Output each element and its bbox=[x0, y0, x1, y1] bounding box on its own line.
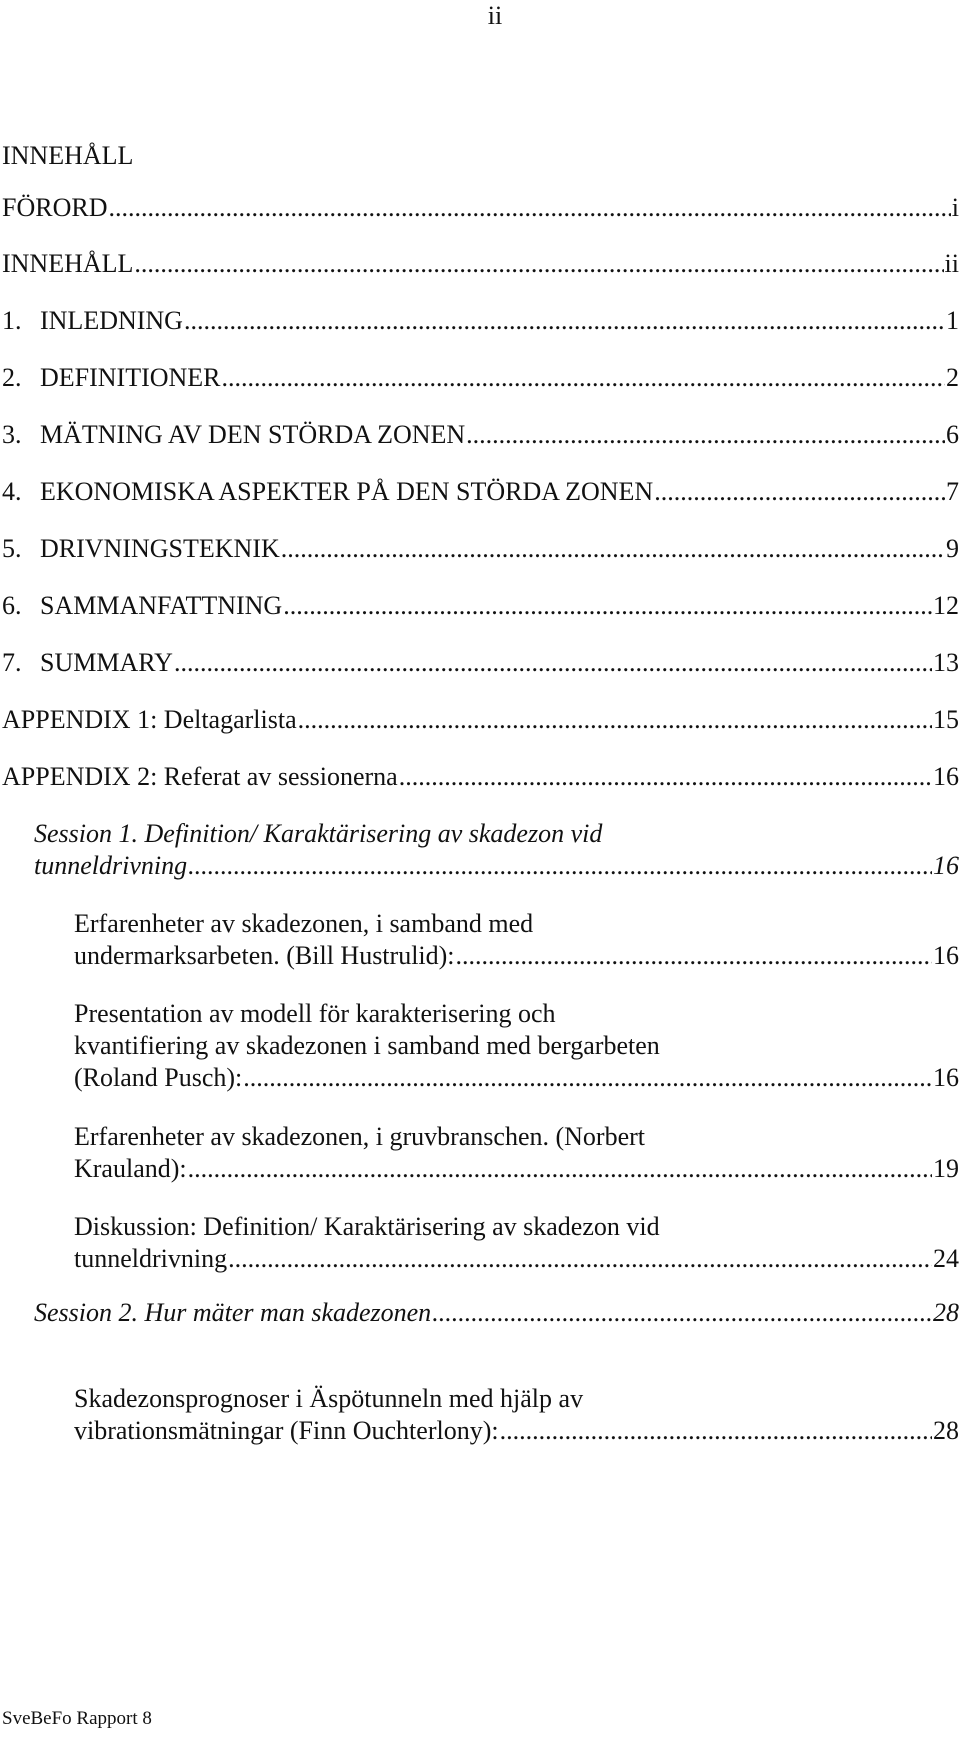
toc-entry-page: 2 bbox=[946, 363, 959, 392]
toc-entry[interactable] bbox=[74, 1121, 959, 1185]
toc-dot-leader bbox=[222, 362, 945, 394]
toc-entry[interactable] bbox=[2, 476, 959, 508]
toc-dot-leader bbox=[174, 647, 932, 679]
toc-entry-number: 5. bbox=[2, 534, 22, 563]
toc-entry-page: 16 bbox=[933, 1063, 959, 1092]
toc-entry[interactable] bbox=[2, 248, 959, 280]
toc-dot-leader bbox=[456, 940, 932, 972]
toc-entry[interactable] bbox=[34, 1297, 959, 1329]
toc-entry[interactable] bbox=[2, 647, 959, 679]
toc-entry[interactable] bbox=[34, 818, 959, 882]
toc-entry[interactable] bbox=[74, 998, 959, 1094]
toc-entry-page: 13 bbox=[933, 648, 959, 677]
toc-entry-page: 1 bbox=[946, 306, 959, 335]
toc-entry-number: 6. bbox=[2, 591, 22, 620]
toc-entry-text: Krauland): bbox=[74, 1154, 187, 1183]
toc-entry-text: Session 2. Hur mäter man skadezonen bbox=[34, 1298, 432, 1327]
toc-entry[interactable] bbox=[74, 1383, 959, 1447]
toc-entry-text: Diskussion: Definition/ Karaktärisering av skadezon vid bbox=[74, 1212, 660, 1241]
toc-dot-leader bbox=[281, 533, 945, 565]
toc-entry-page: 15 bbox=[933, 705, 959, 734]
toc-entry-text: FÖRORD bbox=[2, 193, 108, 222]
toc-entry-text: Erfarenheter av skadezonen, i samband med bbox=[74, 909, 534, 938]
toc-dot-leader bbox=[399, 761, 932, 793]
toc-dot-leader bbox=[500, 1415, 932, 1447]
toc-dot-leader bbox=[108, 192, 950, 224]
toc-entry-page: 16 bbox=[933, 762, 959, 791]
toc-entry-number: 3. bbox=[2, 420, 22, 449]
toc-entry-text: kvantifiering av skadezonen i samband med bergarbeten bbox=[74, 1031, 660, 1060]
toc-entry-text: INLEDNING bbox=[40, 306, 183, 335]
toc-entry-text: SAMMANFATTNING bbox=[40, 591, 283, 620]
toc-entry[interactable] bbox=[2, 704, 959, 736]
toc-entry-number: 2. bbox=[2, 363, 22, 392]
toc-entry[interactable] bbox=[74, 1211, 959, 1275]
toc-entry-text: INNEHÅLL bbox=[2, 249, 134, 278]
toc-entry-text: tunneldrivning bbox=[34, 851, 188, 880]
toc-entry-page: 16 bbox=[933, 851, 959, 880]
toc-entry-text: APPENDIX 1: Deltagarlista bbox=[2, 705, 297, 734]
toc-entry[interactable] bbox=[2, 761, 959, 793]
toc-dot-leader bbox=[188, 1153, 932, 1185]
toc-entry-page: 7 bbox=[946, 477, 959, 506]
toc-dot-leader bbox=[228, 1243, 932, 1275]
toc-dot-leader bbox=[432, 1297, 932, 1329]
toc-entry-page: 12 bbox=[933, 591, 959, 620]
toc-entry-page: ii bbox=[944, 249, 959, 278]
toc-entry-page: 28 bbox=[933, 1298, 959, 1327]
toc-dot-leader bbox=[654, 476, 945, 508]
toc-dot-leader bbox=[134, 248, 943, 280]
footer-report-name: SveBeFo Rapport 8 bbox=[2, 1708, 152, 1729]
toc-dot-leader bbox=[298, 704, 932, 736]
toc-entry-page: 9 bbox=[946, 534, 959, 563]
toc-entry[interactable] bbox=[2, 192, 959, 224]
toc-entry-page: 24 bbox=[933, 1244, 959, 1273]
toc-dot-leader bbox=[184, 305, 945, 337]
toc-entry-text: SUMMARY bbox=[40, 648, 173, 677]
toc-dot-leader bbox=[466, 419, 945, 451]
toc-dot-leader bbox=[283, 590, 932, 622]
toc-dot-leader bbox=[188, 850, 932, 882]
toc-entry[interactable] bbox=[2, 362, 959, 394]
toc-entry-text: Erfarenheter av skadezonen, i gruvbranschen. (Norbert bbox=[74, 1122, 646, 1151]
toc-entry[interactable] bbox=[2, 590, 959, 622]
toc-dot-leader bbox=[243, 1062, 932, 1094]
toc-entry-text: tunneldrivning bbox=[74, 1244, 228, 1273]
toc-entry-text: DEFINITIONER bbox=[40, 363, 221, 392]
toc-entry-number: 4. bbox=[2, 477, 22, 506]
toc-entry-text: undermarksarbeten. (Bill Hustrulid): bbox=[74, 941, 455, 970]
page-number: ii bbox=[487, 1, 503, 30]
toc-entry-text: Presentation av modell för karakterisering och bbox=[74, 999, 556, 1028]
toc-entry-text: DRIVNINGSTEKNIK bbox=[40, 534, 280, 563]
toc-entry-page: 19 bbox=[933, 1154, 959, 1183]
toc-entry-text: vibrationsmätningar (Finn Ouchterlony): bbox=[74, 1416, 499, 1445]
toc-entry-text: Session 1. Definition/ Karaktärisering av skadezon vid bbox=[34, 819, 603, 848]
toc-entry-text: MÄTNING AV DEN STÖRDA ZONEN bbox=[40, 420, 466, 449]
toc-entry-text: Skadezonsprognoser i Äspötunneln med hjälp av bbox=[74, 1384, 584, 1413]
toc-entry-number: 1. bbox=[2, 306, 22, 335]
toc-entry-text: EKONOMISKA ASPEKTER PÅ DEN STÖRDA ZONEN bbox=[40, 477, 654, 506]
toc-entry-page: 28 bbox=[933, 1416, 959, 1445]
toc-entry-page: 16 bbox=[933, 941, 959, 970]
toc-entry[interactable] bbox=[74, 908, 959, 972]
toc-entry[interactable] bbox=[2, 305, 959, 337]
toc-entry-text: APPENDIX 2: Referat av sessionerna bbox=[2, 762, 398, 791]
toc-entry[interactable] bbox=[2, 419, 959, 451]
toc-entry-number: 7. bbox=[2, 648, 22, 677]
toc-entry-page: 6 bbox=[946, 420, 959, 449]
toc-entry-page: i bbox=[951, 193, 959, 222]
toc-entry-text: (Roland Pusch): bbox=[74, 1063, 243, 1092]
toc-heading: INNEHÅLL bbox=[2, 141, 134, 170]
toc-entry[interactable] bbox=[2, 533, 959, 565]
